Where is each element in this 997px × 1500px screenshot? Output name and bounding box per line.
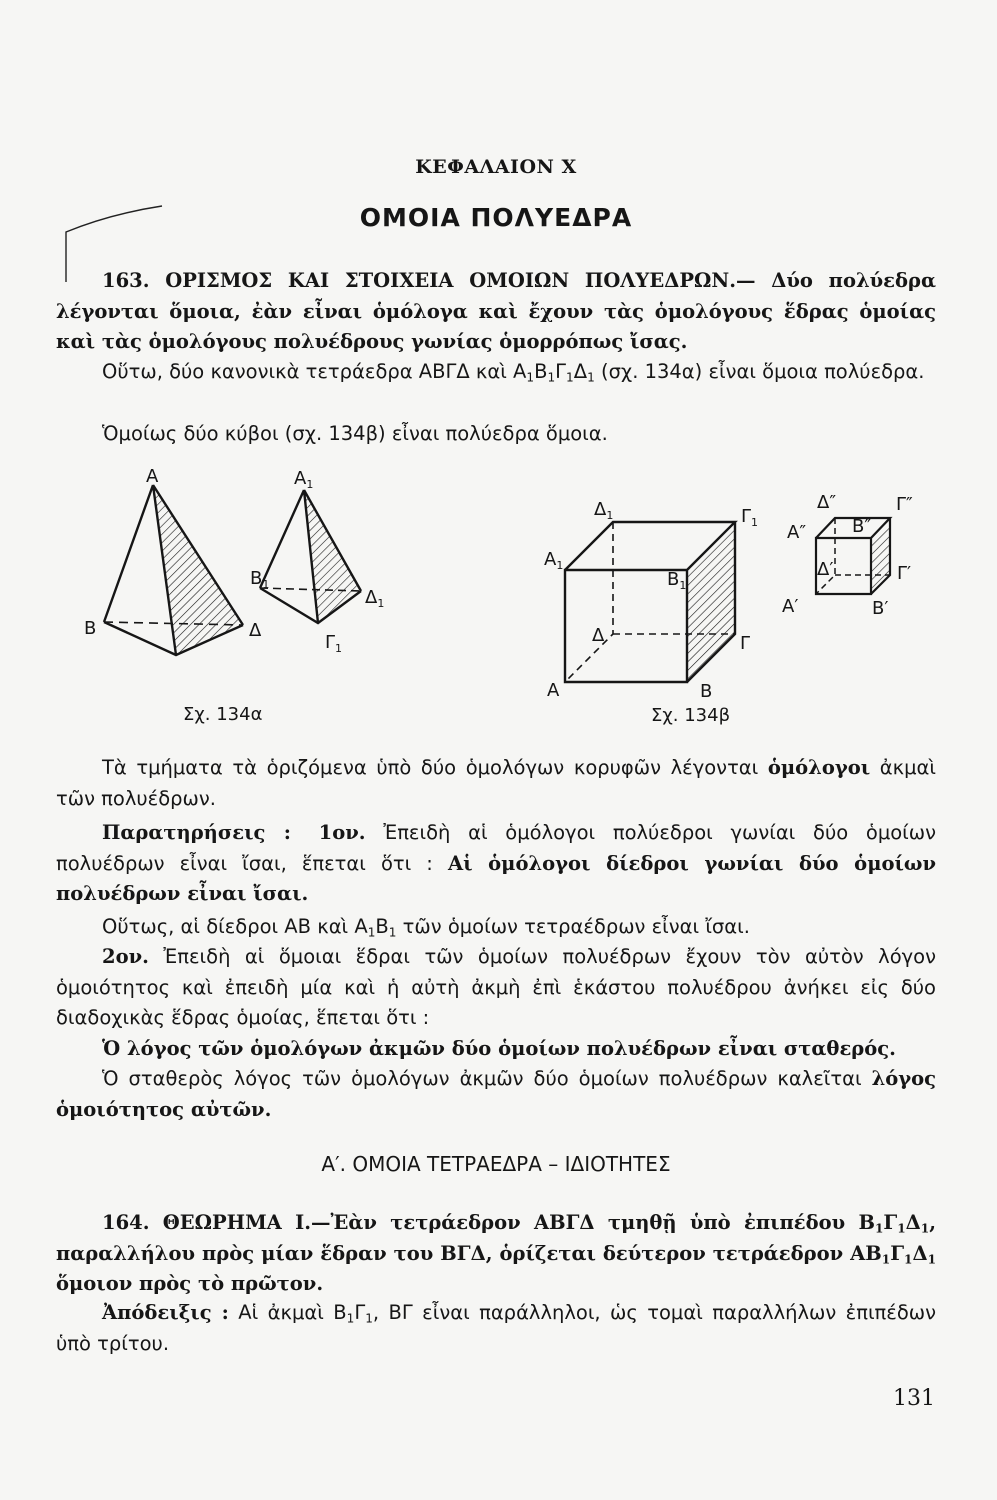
section-163-number: 163. <box>102 269 150 292</box>
label-cube-D: Δ <box>592 625 605 646</box>
section-163-definition: Δύο πολύεδρα λέγονται ὅμοια, ἐὰν εἶναι ὁμόλογα καὶ ἔχουν τὰς ὁμολόγους ἕδρας ὁμοίας καὶ τὰς ὁμολόγους πολυέδρους γωνίας ὁμορρόπως ἴσας. <box>56 269 936 353</box>
theorem-164: 164. ΘΕΩΡΗΜΑ Ι.—Ἐὰν τετράεδρον ΑΒΓΔ τμηθῇ ὑπὸ ἐπιπέδου $B_1\Gamma_1\Delta_1$, παραλλήλου πρὸς μίαν ἕδραν του ΒΓΔ, ὁρίζεται δεύτερον τετράεδρον $AB_1\Gamma_1\Delta_1$ ὅμοιον πρὸς τὸ πρῶτον. <box>56 1211 936 1295</box>
label-cube-B2: Β″ <box>852 516 872 537</box>
tetrahedron-abgd <box>104 485 243 655</box>
label-cube-D1: $\Delta_1$ <box>594 499 614 522</box>
label-G1: $\Gamma_1$ <box>325 632 343 655</box>
section-a-title: Α′. ΟΜΟΙΑ ΤΕΤΡΑΕΔΡΑ – ΙΔΙΟΤΗΤΕΣ <box>321 1152 671 1176</box>
caption-134b: Σχ. 134β <box>651 705 731 726</box>
label-cube-G1: $\Gamma_1$ <box>741 506 759 529</box>
page-number: 131 <box>893 1386 935 1411</box>
label-cube-A1: $A_1$ <box>544 549 564 572</box>
label-cube-B1: $B_1$ <box>667 569 687 592</box>
remarks-label: Παρατηρήσεις : <box>102 821 291 844</box>
section-163-heading: ΟΡΙΣΜΟΣ ΚΑΙ ΣΤΟΙΧΕΙΑ ΟΜΟΙΩΝ ΠΟΛΥΕΔΡΩΝ.— <box>165 269 756 292</box>
cube-large <box>565 522 735 682</box>
proof-164: Ἀπόδειξις : Αἱ ἀκμαὶ $B_1\Gamma_1$, ΒΓ εἶναι παράλληλοι, ὡς τομαὶ παραλλήλων ἐπιπέδων ὑπὸ τρίτου. <box>56 1301 936 1355</box>
label-B: Β <box>84 618 97 639</box>
label-D: Δ <box>249 620 262 641</box>
label-cube-G3: Γ′ <box>897 563 912 584</box>
label-D1: $\Delta_1$ <box>365 587 385 610</box>
label-cube-A2: Α″ <box>787 522 807 543</box>
label-cube-B3: Β′ <box>872 598 889 619</box>
label-cube-D2: Δ″ <box>817 492 837 513</box>
label-cube-G2: Γ″ <box>896 494 913 515</box>
chapter-title: ΟΜΟΙΑ ΠΟΛΥΕΔΡΑ <box>359 203 633 232</box>
label-cube-G: Γ <box>740 633 751 654</box>
label-cube-A3: Α′ <box>782 596 799 617</box>
label-A: Α <box>146 466 159 487</box>
tetrahedron-a1b1g1d1 <box>260 490 361 623</box>
label-cube-B: Β <box>700 681 713 702</box>
homologous-edges-paragraph: Τὰ τμήματα τὰ ὁριζόμενα ὑπὸ δύο ὁμολόγων κορυφῶν λέγονται ὁμόλογοι ἀκμαὶ τῶν πολυέδρων. <box>56 756 937 810</box>
label-A1: $A_1$ <box>294 468 314 491</box>
chapter-label: ΚΕΦΑΛΑΙΟΝ Χ <box>415 156 577 178</box>
label-B1: $B_1$ <box>250 568 270 591</box>
example-tetrahedra: Οὕτω, δύο κανονικὰ τετράεδρα ΑΒΓΔ καὶ $A_1B_1\Gamma_1\Delta_1$ (σχ. 134α) εἶναι ὅμοια πολύεδρα. <box>102 360 925 385</box>
remarks: Παρατηρήσεις : 1ον. Ἐπειδὴ αἱ ὁμόλογοι πολύεδροι γωνίαι δύο ὁμοίων πολυέδρων εἶναι ἴσαι, ἕπεται ὅτι : Αἱ ὁμόλογοι δίεδροι γωνίαι δύο ὁμοίων πολυέδρων εἶναι ἴσαι. Οὕτως, αἱ δίεδροι ΑΒ καὶ $A_1B_1$ τῶν ὁμοίων τετραέδρων εἶναι ἴσαι. 2ον. Ἐπειδὴ αἱ ὅμοιαι ἕδραι τῶν ὁμοίων πολυέδρων ἔχουν τὸν αὐτὸν λόγον ὁμοιότητος καὶ ἐπειδὴ μία καὶ ἡ αὐτὴ ἀκμὴ ἐπὶ ἑκάστου πολυέδρου ἀνήκει εἰς δύο διαδοχικὰς ἕδρας ὁμοίας, ἕπεται ὅτι : Ὁ λόγος τῶν ὁμολόγων ἀκμῶν δύο ὁμοίων πολυέδρων εἶναι σταθερός. Ὁ σταθερὸς λόγος τῶν ὁμολόγων ἀκμῶν δύο ὁμοίων πολυέδρων καλεῖται λόγος ὁμοιότητος αὐτῶν. <box>56 821 937 1121</box>
caption-134a: Σχ. 134α <box>183 704 263 725</box>
example-cubes: Ὁμοίως δύο κύβοι (σχ. 134β) εἶναι πολύεδρα ὅμοια. <box>102 422 608 445</box>
label-cube-D3: Δ′ <box>817 559 834 580</box>
label-cube-A: Α <box>547 680 560 701</box>
